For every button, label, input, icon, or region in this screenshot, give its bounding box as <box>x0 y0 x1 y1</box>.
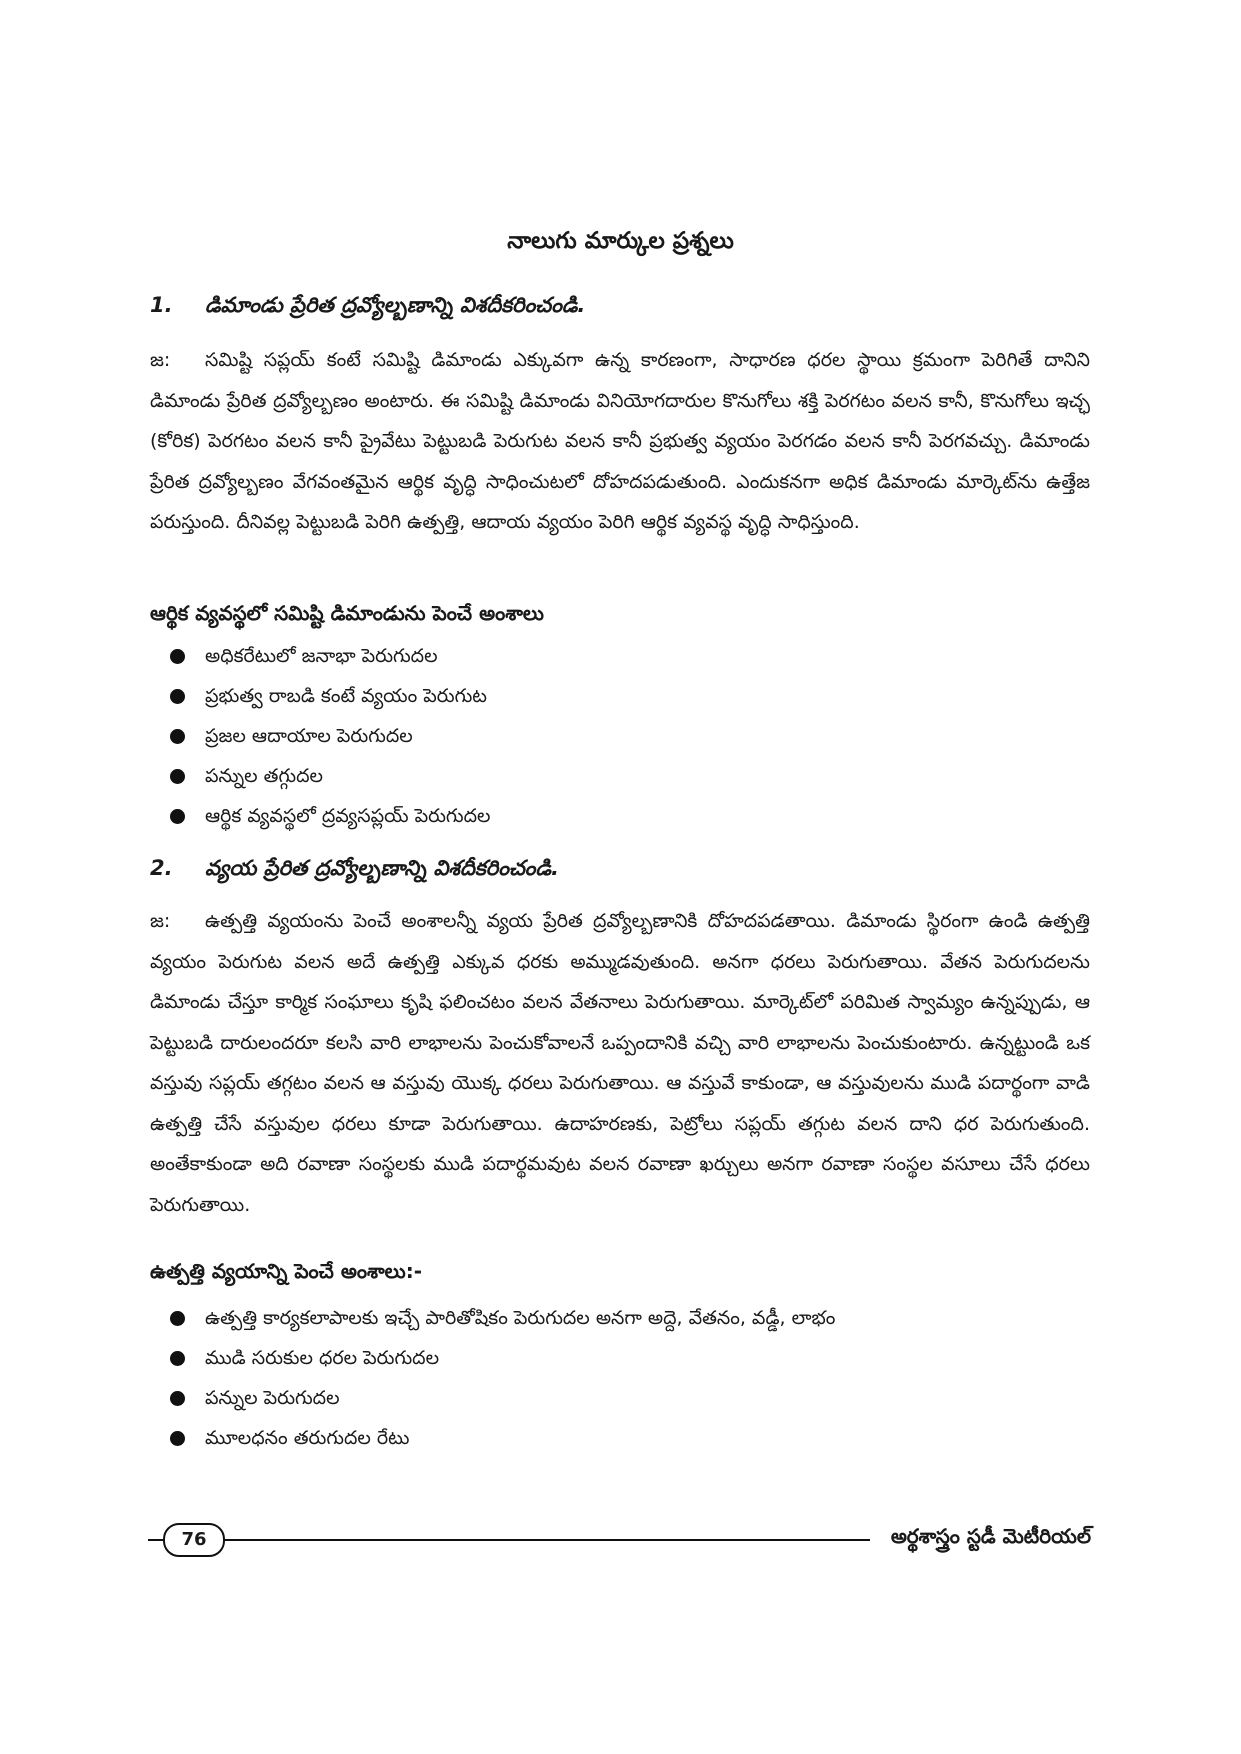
list-item-text: ఉత్పత్తి కార్యకలాపాలకు ఇచ్చే పారితోషికం పెరుగుదల అనగా అద్దె, వేతనం, వడ్డీ, లాభం <box>205 1307 836 1329</box>
list-item-text: పన్నుల పెరుగుదల <box>205 1387 340 1409</box>
section-1-subheading: ఆర్థిక వ్యవస్థలో సమిష్టి డిమాండును పెంచే అంశాలు <box>150 601 544 625</box>
page-heading: నాలుగు మార్కుల ప్రశ్నలు <box>507 228 734 254</box>
question-1-title <box>150 293 585 323</box>
list-item <box>170 1378 835 1418</box>
list-item <box>170 716 490 756</box>
bullet-list-1 <box>170 636 490 836</box>
bullet-list-2 <box>170 1298 835 1458</box>
bullet-icon <box>170 1431 185 1446</box>
bullet-icon <box>170 769 185 784</box>
list-item-text: అధికరేటులో జనాభా పెరుగుదల <box>205 645 438 667</box>
list-item <box>170 1418 835 1458</box>
list-item-text: పన్నుల తగ్గుదల <box>205 765 323 787</box>
question-2-number: 2. <box>150 856 173 880</box>
footer-title: అర్థశాస్త్రం స్టడీ మెటీరియల్ <box>890 1524 1091 1548</box>
list-item-text: ప్రజల ఆదాయాల పెరుగుదల <box>205 725 413 747</box>
bullet-icon <box>170 1311 185 1326</box>
bullet-icon <box>170 1351 185 1366</box>
list-item <box>170 1338 835 1378</box>
bullet-icon <box>170 1391 185 1406</box>
question-2-title <box>150 856 559 886</box>
bullet-icon <box>170 729 185 744</box>
bullet-icon <box>170 809 185 824</box>
list-item <box>170 636 490 676</box>
question-2-text: వ్యయ ప్రేరిత ద్రవ్యోల్బణాన్ని విశదీకరించండి. <box>205 856 559 880</box>
answer-1-label: జ: <box>150 349 171 371</box>
answer-2-label: జ: <box>150 910 171 932</box>
question-1-text: డిమాండు ప్రేరిత ద్రవ్యోల్బణాన్ని విశదీకరించండి. <box>205 293 586 317</box>
list-item-text: ముడి సరుకుల ధరల పెరుగుదల <box>205 1347 440 1369</box>
answer-2-paragraph <box>150 901 1090 1225</box>
bullet-icon <box>170 689 185 704</box>
list-item-text: ఆర్థిక వ్యవస్థలో ద్రవ్యసప్లయ్ పెరుగుదల <box>205 805 491 827</box>
list-item <box>170 1298 835 1338</box>
answer-1-paragraph <box>150 340 1090 543</box>
list-item <box>170 676 490 716</box>
page-number: 76 <box>163 1523 225 1557</box>
bullet-icon <box>170 649 185 664</box>
list-item-text: మూలధనం తరుగుదల రేటు <box>205 1427 410 1449</box>
list-item <box>170 796 490 836</box>
footer-rule <box>148 1539 870 1541</box>
answer-1-text: సమిష్టి సప్లయ్ కంటే సమిష్టి డిమాండు ఎక్కువగా ఉన్న కారణంగా, సాధారణ ధరల స్థాయి క్రమంగా పెరిగితే దానిని డిమాండు ప్రేరిత ద్రవ్యోల్బణం అంటారు. ఈ సమిష్టి డిమాండు వినియోగదారుల కొనుగోలు శక్తి పెరగటం వలన కానీ, కొనుగోలు ఇచ్ఛ (కోరిక) పెరగటం వలన కానీ ప్రైవేటు పెట్టుబడి పెరుగుట వలన కానీ ప్రభుత్వ వ్యయం పెరగడం వలన కానీ పెరగవచ్చు. డిమాండు ప్రేరిత ద్రవ్యోల్బణం వేగవంతమైన ఆర్థిక వృద్ధి సాధించుటలో దోహదపడుతుంది. ఎందుకనగా అధిక డిమాండు మార్కెట్‌ను ఉత్తేజ పరుస్తుంది. దీనివల్ల పెట్టుబడి పెరిగి ఉత్పత్తి, ఆదాయ వ్యయం పెరిగి ఆర్థిక వ్యవస్థ వృద్ధి సాధిస్తుంది. <box>150 349 1090 533</box>
list-item-text: ప్రభుత్వ రాబడి కంటే వ్యయం పెరుగుట <box>205 685 487 707</box>
section-2-subheading: ఉత్పత్తి వ్యయాన్ని పెంచే అంశాలు:- <box>150 1259 423 1283</box>
question-1-number: 1. <box>150 293 173 317</box>
answer-2-text: ఉత్పత్తి వ్యయంను పెంచే అంశాలన్నీ వ్యయ ప్రేరిత ద్రవ్యోల్బణానికి దోహదపడతాయి. డిమాండు స్థిరంగా ఉండి ఉత్పత్తి వ్యయం పెరుగుట వలన అదే ఉత్పత్తి ఎక్కువ ధరకు అమ్ముడవుతుంది. అనగా ధరలు పెరుగుతాయి. వేతన పెరుగుదలను డిమాండు చేస్తూ కార్మిక సంఘాలు కృషి ఫలించటం వలన వేతనాలు పెరుగుతాయి. మార్కెట్‌లో పరిమిత స్వామ్యం ఉన్నప్పుడు, ఆ పెట్టుబడి దారులందరూ కలసి వారి లాభాలను పెంచుకోవాలనే ఒప్పందానికి వచ్చి వారి లాభాలను పెంచుకుంటారు. ఉన్నట్టుండి ఒక వస్తువు సప్లయ్ తగ్గటం వలన ఆ వస్తువు యొక్క ధరలు పెరుగుతాయి. ఆ వస్తువే కాకుండా, ఆ వస్తువులను ముడి పదార్థంగా వాడి ఉత్పత్తి చేసే వస్తువుల ధరలు కూడా పెరుగుతాయి. ఉదాహరణకు, పెట్రోలు సప్లయ్ తగ్గుట వలన దాని ధర పెరుగుతుంది. అంతేకాకుండా అది రవాణా సంస్థలకు ముడి పదార్థమవుట వలన రవాణా ఖర్చులు అనగా రవాణా సంస్థల వసూలు చేసే ధరలు పెరుగుతాయి. <box>150 910 1090 1216</box>
list-item <box>170 756 490 796</box>
